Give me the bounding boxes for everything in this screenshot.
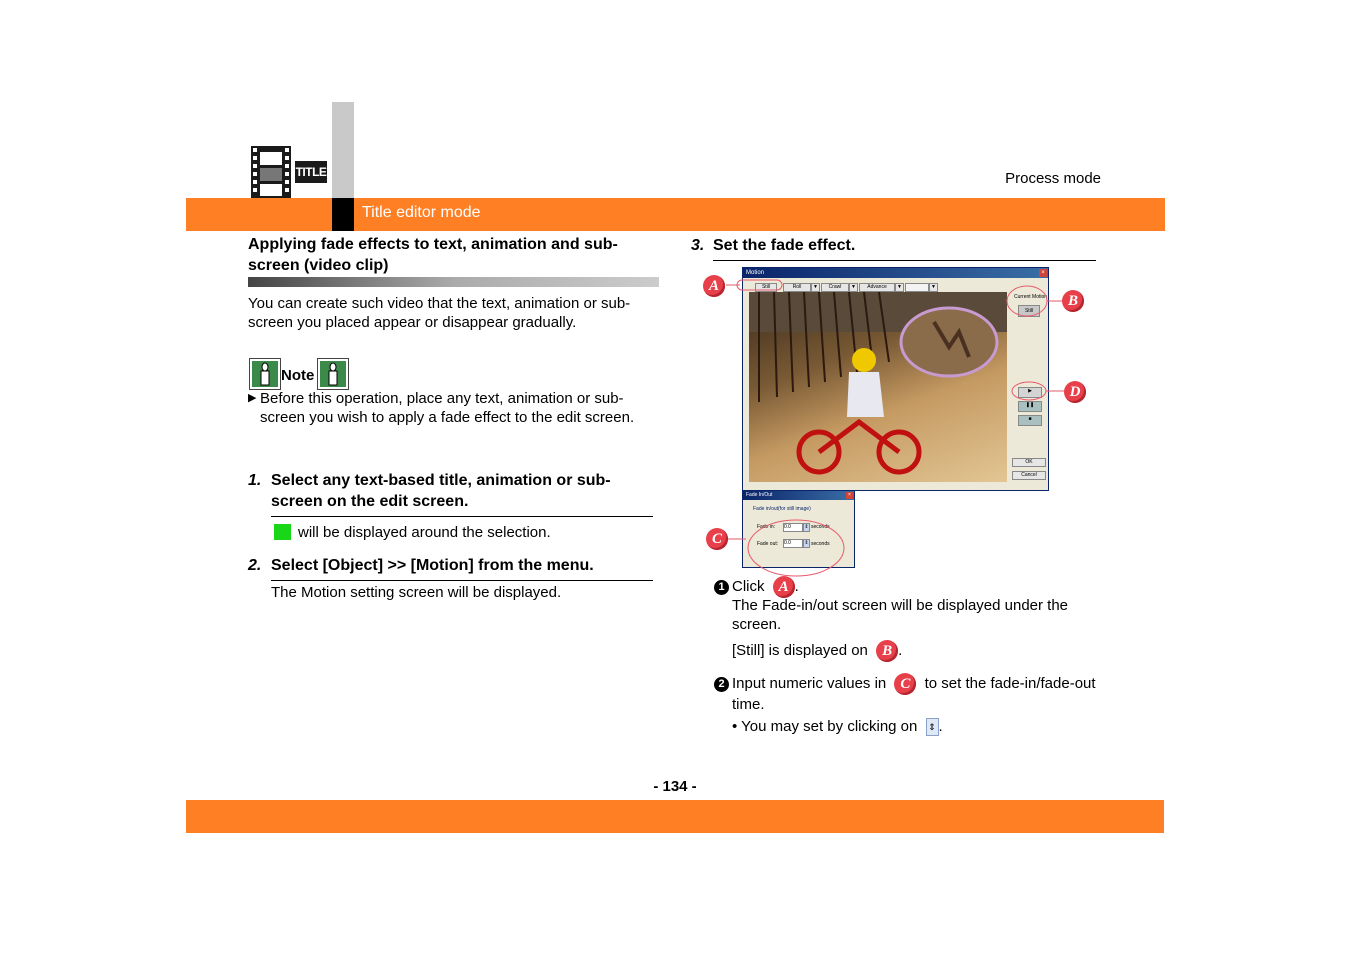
item2-pre-text: Input numeric values in (732, 674, 887, 692)
note-icon-left (249, 358, 281, 390)
selection-green-box (274, 524, 291, 540)
item1-line1: Click A . (732, 576, 799, 598)
current-motion-value: Still (1018, 305, 1040, 317)
roll-button[interactable]: Roll (783, 283, 811, 292)
pause-button[interactable]: ❚❚ (1018, 401, 1042, 412)
fade-out-label: Fade out: (757, 541, 779, 547)
main-heading: Applying fade effects to text, animation and sub-screen (video clip) (248, 236, 618, 274)
step2-body: The Motion setting screen will be displayed. (271, 584, 562, 601)
section-bar-black-tab (332, 198, 354, 231)
item1-line3: [Still] is displayed on B . (732, 640, 902, 662)
step1-rule (271, 516, 653, 517)
fade-in-unit: seconds (811, 524, 830, 530)
item2-bullet-text: • You may set by clicking on (732, 718, 918, 735)
fade-group-label: Fade in/out(for still image) (753, 506, 811, 512)
item1-click-text: Click (732, 577, 765, 595)
extra-dropdown-icon[interactable]: ▼ (929, 283, 938, 292)
fade-in-spinner-icon[interactable]: ⇕ (804, 524, 809, 530)
step1-title: Select any text-based title, animation or sub-screen on the edit screen. (271, 472, 611, 510)
item1-line3-text: [Still] is displayed on (732, 641, 868, 659)
stop-button[interactable]: ■ (1018, 415, 1042, 426)
fade-out-unit: seconds (811, 541, 830, 547)
still-button[interactable]: Still (755, 283, 777, 292)
section-title: Title editor mode (362, 204, 481, 221)
process-mode-label: Process mode (1005, 170, 1101, 187)
step1-body: will be displayed around the selection. (298, 524, 551, 541)
fade-in-label: Fade in: (757, 524, 776, 530)
spinner-icon: ⇕ (926, 718, 939, 736)
step3-title: Set the fade effect. (713, 237, 856, 254)
callout-overlay (690, 260, 1110, 580)
fade-title: Fade In/Out (746, 492, 773, 498)
crawl-button[interactable]: Crawl (821, 283, 849, 292)
item2-callout-c-icon: C (894, 673, 916, 695)
note-icon-right (317, 358, 349, 390)
note-label: Note (281, 367, 315, 384)
motion-title: Motion (746, 270, 765, 276)
play-button[interactable]: ▶ (1018, 387, 1042, 398)
callout-a-icon: A (703, 275, 725, 297)
heading-gradient-rule (248, 277, 659, 287)
cancel-button[interactable]: Cancel (1012, 471, 1046, 480)
footer-bar (186, 800, 1164, 833)
item2-line1 (732, 673, 1102, 714)
motion-close-icon[interactable]: × (1039, 269, 1047, 277)
roll-dropdown-icon[interactable]: ▼ (811, 283, 820, 292)
item1-line2: The Fade-in/out screen will be displayed under the screen. (732, 597, 1069, 633)
advance-dropdown-icon[interactable]: ▼ (895, 283, 904, 292)
crawl-dropdown-icon[interactable]: ▼ (849, 283, 858, 292)
item2-post-text: to set the fade-in/fade-out time. (732, 674, 1096, 713)
header-gray-bar (332, 102, 354, 198)
note-text: Before this operation, place any text, animation or sub-screen you wish to apply a fade effect to the edit screen. (260, 390, 635, 426)
step1-number: 1. (248, 472, 262, 489)
item1-callout-a-icon: A (773, 576, 795, 598)
current-motion-label: Current Motion (1014, 294, 1048, 300)
advance-button[interactable]: Advance (859, 283, 895, 292)
step3-number: 3. (691, 237, 705, 254)
note-bullet-arrow: ▶ (248, 392, 257, 404)
page-number: - 134 - (653, 778, 697, 795)
item1-callout-b-icon: B (876, 640, 898, 662)
fade-out-input[interactable]: 0.0 (783, 539, 803, 548)
callout-c-icon: C (706, 528, 728, 550)
callout-b-icon: B (1062, 290, 1084, 312)
film-icon (251, 146, 291, 198)
step2-rule (271, 580, 653, 581)
fade-close-icon[interactable]: × (846, 492, 853, 499)
intro-paragraph: You can create such video that the text, animation or sub-screen you placed appear or disappear gradually. (248, 295, 631, 331)
item1-number-icon: 1 (714, 580, 729, 595)
item2-bullet: • You may set by clicking on ⇕ . (732, 718, 943, 735)
ok-button[interactable]: OK (1012, 458, 1046, 467)
title-logo (295, 161, 327, 183)
title-logo-text: TITLE (295, 165, 327, 179)
step2-number: 2. (248, 557, 262, 574)
item2-number-icon: 2 (714, 677, 729, 692)
fade-in-input[interactable]: 0.0 (783, 523, 803, 532)
step2-title: Select [Object] >> [Motion] from the menu. (271, 557, 594, 574)
fade-out-spinner-icon[interactable]: ⇕ (804, 540, 809, 546)
callout-d-icon: D (1064, 381, 1086, 403)
